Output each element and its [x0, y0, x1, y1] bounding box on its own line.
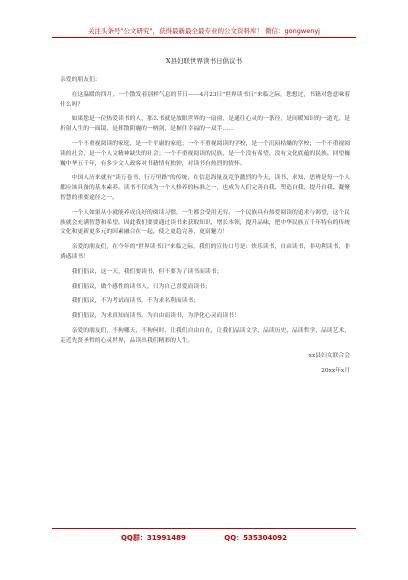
contact-footer [52, 528, 356, 543]
pledge: 我们倡议，做个感性的读书人，只为自己喜爱而读书； [71, 283, 211, 290]
paragraph: 亲爱的朋友们，在今年的"世界读书日"来临之际，我们的宣传口号是：快乐读书，自由读书，非功利读书，非诱惑读书！ [60, 244, 350, 260]
promo-banner: 关注头条号"公文研究"，获得最新最全最专业的公文资料库！ 微信：gongwenyj [52, 26, 356, 38]
paragraph: 如果您是一位热爱读书的人，那么书就是放眼世界的一扇窗，是通往心灵的一条径，是间暖知识的一道光，是折射人生的一面镜，是挥散阴霾的一柄剑，是握住幸福的一双手…… [60, 116, 350, 133]
qq-contact: QQ：535304092 [224, 534, 288, 542]
signature-org: xx县妇女联合会 [308, 352, 350, 359]
salutation: 亲爱的朋友们： [60, 77, 101, 83]
pledge: 我们倡议，不为考试而读书，不为求名利而读书； [71, 298, 200, 305]
signature-date: 20xx年x月 [321, 368, 350, 375]
paragraph: 一个人如果从小就能养成良好的阅读习惯，一生都会受用无穷。一个民族具有热爱阅读的追求与渴望，这个民族就会充满智慧和希望。因此我们要要通过读书来获取知识，增长本领，提升品味，把中华民族五千年特有的传统文化和更新更多元的因素融合在一起，使之更趋完善，更富魅力！ [60, 209, 350, 236]
paragraph: 在这温暖的四月，一个散发着别样气息的节日——4月23日"世界读书日"来临之际，您想过，书籍对您意味着什么吗？ [60, 91, 350, 108]
document-title: X县妇联世界读书日倡议书 [165, 57, 243, 65]
paragraph: 中国人历来就有"读万卷书，行万里路"的传统，在信息海量及竞争激烈的今天，读书、求知、思辨是每一个人都应该具备的基本素养。读书不仅成为一个人修养的标准之一，也成为人们完善自我、塑造自我、提升自我、凝聚智慧的重要途径之一。 [60, 175, 350, 201]
paragraph: 一个不重视阅读的家庭，是一个平庸的家庭；一个不重视阅读的学校，是一个沉闷枯燥的学校；一个不重视阅读的社会，是一个人文精神缺失的社会；一个不重视阅读的民族，是一个没有希望、没有文化底蕴的民族。回望巍巍中华五千年，有多少文人政客对书籍情有独钟，对读书有热烈的情怀。 [60, 140, 350, 167]
signature-block [60, 352, 350, 378]
pledge: 我们倡议，为求真知而读书，为自由而读书，为净化心灵而读书！ [71, 313, 240, 320]
document-body [60, 76, 350, 383]
pledge: 我们倡议，这一天，我们要读书，但不要为了读书而读书； [71, 268, 223, 275]
qq-group: QQ群：31991489 [120, 534, 186, 542]
closing-paragraph: 亲爱的朋友们，不拘哪天，不拘何时，让我们自由自在，让我们品读文学、品读历史、品读哲学、品读艺术，走近先贤圣哲的心灵世界，品读出我们精彩的人生。 [60, 327, 350, 344]
